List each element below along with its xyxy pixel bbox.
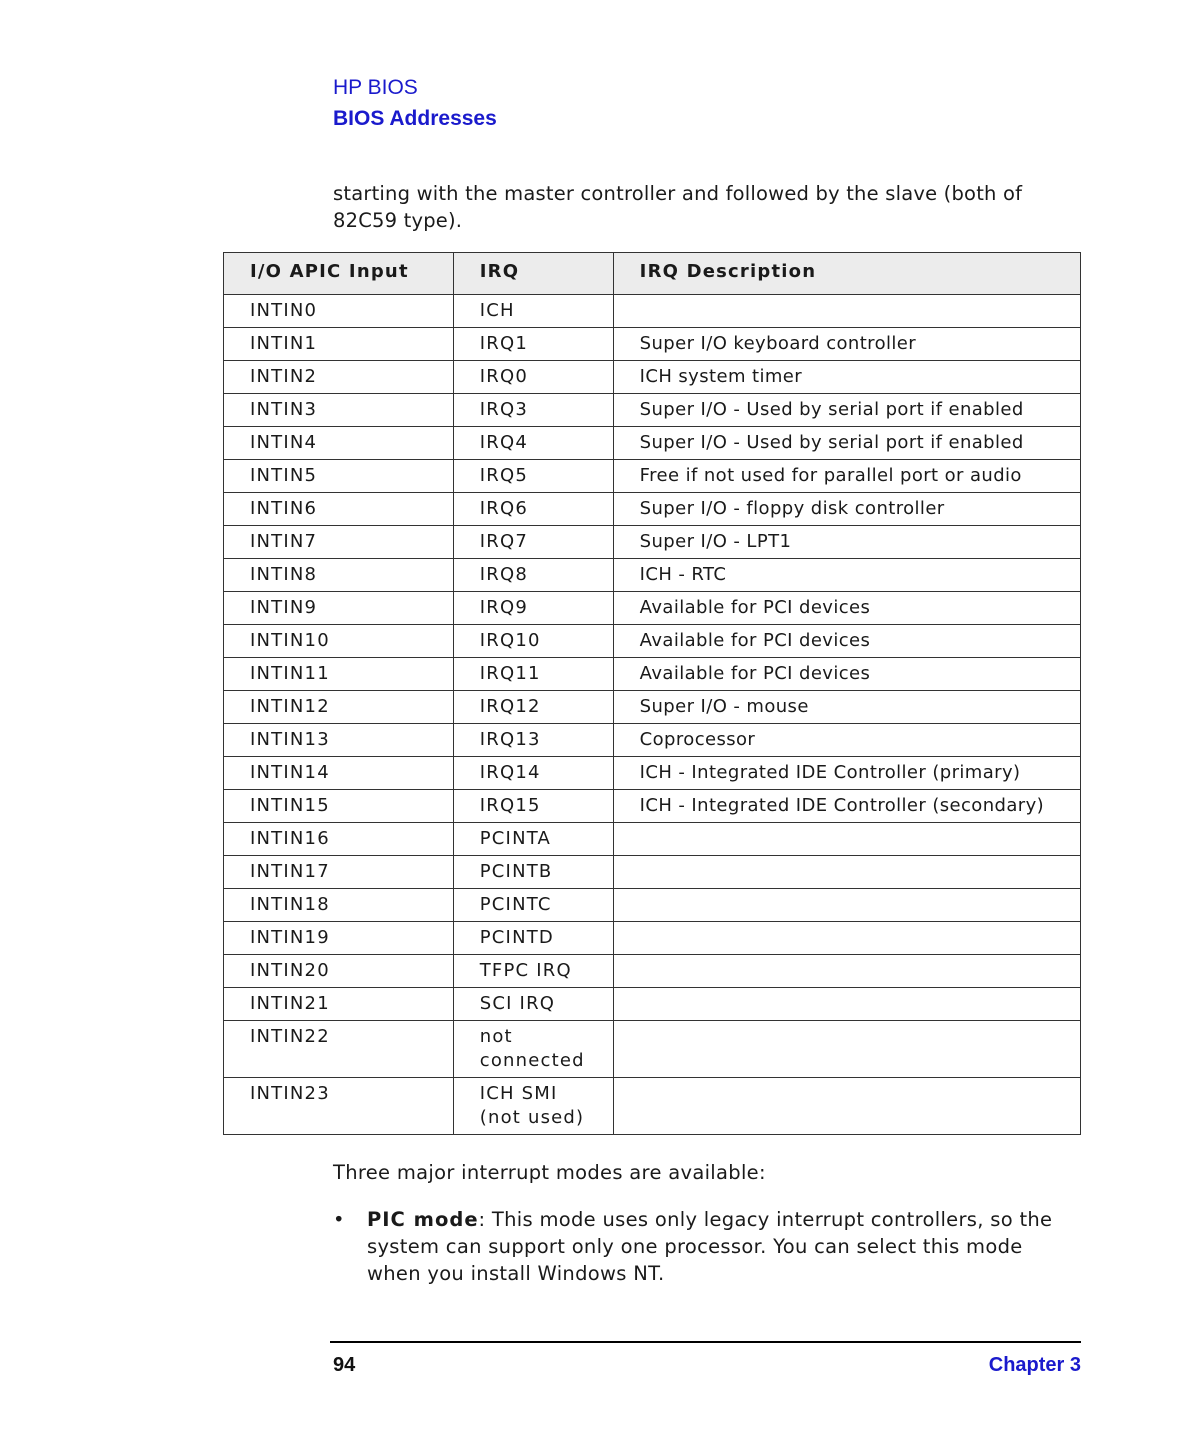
table-row bbox=[224, 856, 1081, 889]
cell-irq: IRQ12 bbox=[453, 691, 613, 724]
cell-apic-input: INTIN19 bbox=[224, 922, 454, 955]
table-row bbox=[224, 1078, 1081, 1135]
cell-irq-description: Super I/O - LPT1 bbox=[613, 526, 1080, 559]
cell-apic-input: INTIN7 bbox=[224, 526, 454, 559]
table-row bbox=[224, 526, 1081, 559]
cell-irq-description: ICH - RTC bbox=[613, 559, 1080, 592]
table-row bbox=[224, 460, 1081, 493]
cell-apic-input: INTIN12 bbox=[224, 691, 454, 724]
cell-apic-input: INTIN9 bbox=[224, 592, 454, 625]
table-row bbox=[224, 889, 1081, 922]
cell-irq: IRQ5 bbox=[453, 460, 613, 493]
header-apic-input: I/O APIC Input bbox=[224, 253, 454, 295]
cell-irq: IRQ1 bbox=[453, 328, 613, 361]
table-row bbox=[224, 328, 1081, 361]
cell-irq-description: Super I/O - mouse bbox=[613, 691, 1080, 724]
cell-irq: IRQ3 bbox=[453, 394, 613, 427]
cell-irq: IRQ9 bbox=[453, 592, 613, 625]
table-row bbox=[224, 493, 1081, 526]
header-subsection: BIOS Addresses bbox=[333, 107, 497, 130]
cell-irq: PCINTD bbox=[453, 922, 613, 955]
cell-irq: ICH bbox=[453, 295, 613, 328]
table-row bbox=[224, 559, 1081, 592]
cell-apic-input: INTIN22 bbox=[224, 1021, 454, 1078]
cell-irq-description: Super I/O - Used by serial port if enabled bbox=[613, 427, 1080, 460]
cell-irq: ICH SMI (not used) bbox=[453, 1078, 613, 1135]
table-row bbox=[224, 691, 1081, 724]
cell-irq-description bbox=[613, 1021, 1080, 1078]
cell-irq-description: Super I/O - floppy disk controller bbox=[613, 493, 1080, 526]
cell-apic-input: INTIN17 bbox=[224, 856, 454, 889]
irq-table bbox=[223, 252, 1081, 1135]
table-row bbox=[224, 955, 1081, 988]
table-row bbox=[224, 1021, 1081, 1078]
cell-irq-description: Available for PCI devices bbox=[613, 592, 1080, 625]
irq-table-body bbox=[224, 295, 1081, 1135]
header-irq-description: IRQ Description bbox=[613, 253, 1080, 295]
table-row bbox=[224, 823, 1081, 856]
cell-irq-description bbox=[613, 823, 1080, 856]
bullet-list bbox=[333, 1206, 1078, 1287]
footer-divider bbox=[330, 1341, 1081, 1343]
cell-irq-description bbox=[613, 1078, 1080, 1135]
cell-irq: IRQ8 bbox=[453, 559, 613, 592]
cell-apic-input: INTIN14 bbox=[224, 757, 454, 790]
cell-irq: PCINTC bbox=[453, 889, 613, 922]
cell-irq-description: ICH - Integrated IDE Controller (primary) bbox=[613, 757, 1080, 790]
table-row bbox=[224, 922, 1081, 955]
bullet-symbol: • bbox=[333, 1208, 345, 1231]
cell-irq-description bbox=[613, 889, 1080, 922]
cell-apic-input: INTIN18 bbox=[224, 889, 454, 922]
intro-paragraph: starting with the master controller and followed by the slave (both of 82C59 type). bbox=[333, 182, 1023, 232]
list-item bbox=[333, 1206, 1078, 1287]
cell-irq: IRQ6 bbox=[453, 493, 613, 526]
cell-irq: TFPC IRQ bbox=[453, 955, 613, 988]
header-irq: IRQ bbox=[453, 253, 613, 295]
cell-irq-description: Available for PCI devices bbox=[613, 625, 1080, 658]
cell-irq-description bbox=[613, 955, 1080, 988]
cell-irq: IRQ13 bbox=[453, 724, 613, 757]
bullet-body: : This mode uses only legacy interrupt controllers, so the system can support only one processor. You can select this mode when you install Windows NT. bbox=[367, 1208, 1053, 1285]
page-number: 94 bbox=[333, 1354, 356, 1376]
bullet-term: PIC mode bbox=[367, 1208, 479, 1231]
cell-irq-description: Coprocessor bbox=[613, 724, 1080, 757]
table-row bbox=[224, 295, 1081, 328]
cell-apic-input: INTIN11 bbox=[224, 658, 454, 691]
table-row bbox=[224, 427, 1081, 460]
table-row bbox=[224, 592, 1081, 625]
table-row bbox=[224, 658, 1081, 691]
cell-irq: not connected bbox=[453, 1021, 613, 1078]
table-row bbox=[224, 757, 1081, 790]
cell-irq: IRQ11 bbox=[453, 658, 613, 691]
cell-irq: IRQ15 bbox=[453, 790, 613, 823]
cell-apic-input: INTIN1 bbox=[224, 328, 454, 361]
cell-irq: IRQ4 bbox=[453, 427, 613, 460]
cell-irq-description: Super I/O - Used by serial port if enabled bbox=[613, 394, 1080, 427]
table-row bbox=[224, 625, 1081, 658]
table-header-row bbox=[224, 253, 1081, 295]
cell-irq: IRQ7 bbox=[453, 526, 613, 559]
cell-irq: PCINTA bbox=[453, 823, 613, 856]
cell-apic-input: INTIN13 bbox=[224, 724, 454, 757]
cell-apic-input: INTIN2 bbox=[224, 361, 454, 394]
cell-irq-description: Super I/O keyboard controller bbox=[613, 328, 1080, 361]
table-row bbox=[224, 361, 1081, 394]
cell-irq: PCINTB bbox=[453, 856, 613, 889]
bullet-text bbox=[367, 1206, 1078, 1287]
cell-irq-description: Available for PCI devices bbox=[613, 658, 1080, 691]
cell-apic-input: INTIN16 bbox=[224, 823, 454, 856]
table-row bbox=[224, 394, 1081, 427]
cell-irq-description: ICH - Integrated IDE Controller (secondary) bbox=[613, 790, 1080, 823]
modes-intro: Three major interrupt modes are available: bbox=[333, 1161, 766, 1184]
cell-apic-input: INTIN15 bbox=[224, 790, 454, 823]
cell-irq-description: Free if not used for parallel port or audio bbox=[613, 460, 1080, 493]
cell-apic-input: INTIN5 bbox=[224, 460, 454, 493]
cell-apic-input: INTIN4 bbox=[224, 427, 454, 460]
table-row bbox=[224, 988, 1081, 1021]
cell-irq: IRQ0 bbox=[453, 361, 613, 394]
cell-apic-input: INTIN0 bbox=[224, 295, 454, 328]
cell-irq-description bbox=[613, 988, 1080, 1021]
cell-apic-input: INTIN23 bbox=[224, 1078, 454, 1135]
cell-apic-input: INTIN10 bbox=[224, 625, 454, 658]
cell-irq-description bbox=[613, 922, 1080, 955]
cell-apic-input: INTIN3 bbox=[224, 394, 454, 427]
cell-apic-input: INTIN6 bbox=[224, 493, 454, 526]
table-row bbox=[224, 724, 1081, 757]
table-row bbox=[224, 790, 1081, 823]
cell-irq: IRQ10 bbox=[453, 625, 613, 658]
cell-irq: IRQ14 bbox=[453, 757, 613, 790]
cell-irq-description bbox=[613, 295, 1080, 328]
cell-apic-input: INTIN21 bbox=[224, 988, 454, 1021]
cell-apic-input: INTIN8 bbox=[224, 559, 454, 592]
cell-irq: SCI IRQ bbox=[453, 988, 613, 1021]
chapter-label: Chapter 3 bbox=[988, 1354, 1081, 1376]
header-section: HP BIOS bbox=[333, 76, 418, 99]
cell-apic-input: INTIN20 bbox=[224, 955, 454, 988]
cell-irq-description bbox=[613, 856, 1080, 889]
cell-irq-description: ICH system timer bbox=[613, 361, 1080, 394]
